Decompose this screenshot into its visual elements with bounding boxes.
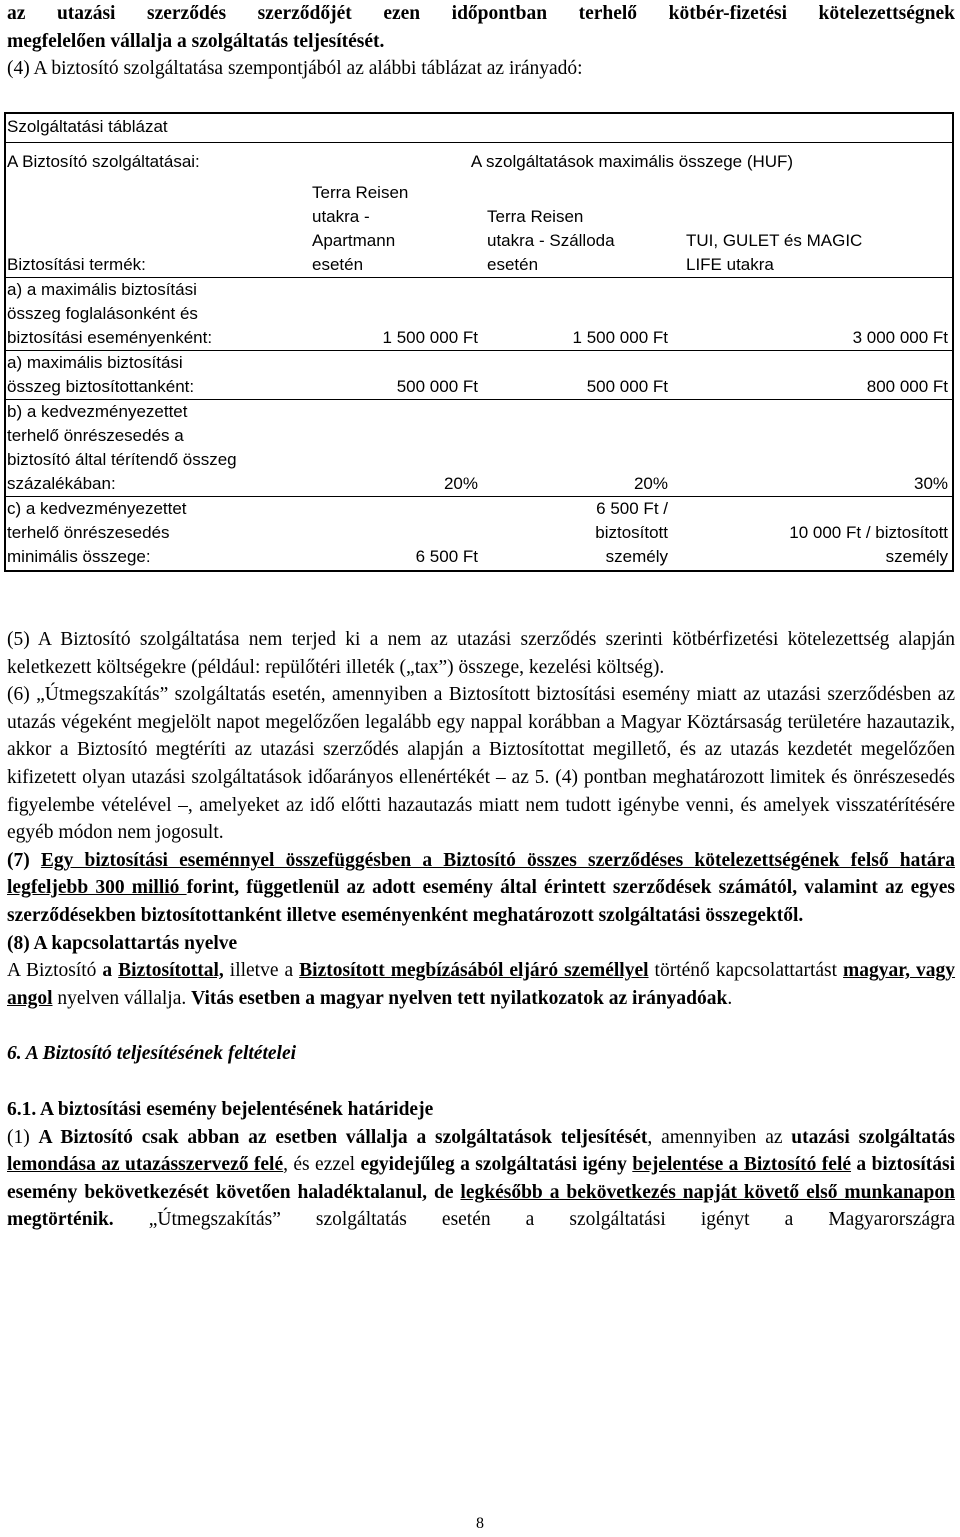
p61-bold-underlined: lemondása az utazásszervező felé [7,1154,284,1176]
row-value-line: biztosított [595,523,668,542]
col2-header-line: utakra - Szálloda [487,231,615,250]
p8-bold-underlined: magyar, vagy angol [7,960,956,1009]
row-label [4,400,309,497]
row-label [4,497,309,570]
services-label: A Biztosító szolgáltatásai: [4,143,309,182]
table-caption-row [4,112,954,143]
intro-line-2: megfelelően vállalja a szolgáltatás teljesítését. [7,30,385,52]
spacer [7,1012,955,1040]
row-label-line: összeg foglalásonként és [7,304,198,323]
body-text [7,626,955,1234]
row-label-line: biztosítási eseményenként: [7,328,213,347]
page-number: 8 [476,1515,484,1532]
col2-header-line: Terra Reisen [487,207,584,226]
row-label-line: a) maximális biztosítási [7,353,183,372]
spacer [7,1068,955,1096]
p61-bold: a biztosítási esemény bekövetkezését követően haladéktalanul, de [7,1154,955,1203]
p7-prefix: (7) [7,849,41,871]
row-value-col2: 500 000 Ft [484,351,674,400]
p61-text: , és ezzel [283,1154,361,1176]
col1-header [309,181,484,278]
row-value-col1: 20% [309,400,484,497]
col2-header-line: esetén [487,255,539,274]
heading-6-1: 6.1. A biztosítási esemény bejelentésének határideje [7,1098,434,1120]
p8-text: történő kapcsolattartást [648,960,844,982]
p8-text: . [727,987,733,1009]
row-value-col3 [674,497,954,570]
product-label: Biztosítási termék: [7,255,146,274]
table-caption: Szolgáltatási táblázat [7,117,168,136]
row-label-line: összeg biztosítottanként: [7,377,195,396]
p61-text: „Útmegszakítás” szolgáltatás esetén a szolgáltatási igényt a Magyarországra [113,1209,955,1231]
table-row [4,400,954,497]
p61-text: (1) [7,1126,39,1148]
table-row [4,497,954,570]
row-value-col3: 800 000 Ft [674,351,954,400]
p7-rest: forint, függetlenül az adott esemény által érintett szerződések számától, valamint az egyes szerződésekben biztosítottanként illetve eseményenként meghatározott szolgáltatási összegektől. [7,877,955,926]
p8-bold-underlined: Biztosított megbízásából eljáró személlyel [299,960,649,982]
table-row [4,351,954,400]
service-table [4,112,954,569]
p61-bold-underlined: bejelentése a Biztosító felé [632,1154,852,1176]
paragraph-6-1 [7,1124,955,1234]
p8-text: nyelven vállalja. [52,987,192,1009]
row-label-line: minimális összege: [7,547,151,566]
row-label-line: c) a kedvezményezettet [7,499,187,518]
intro-line-1: az utazási szerződés szerződőjét ezen időpontban terhelő kötbér-fizetési kötelezettségnek [7,3,955,24]
p61-bold: megtörténik. [7,1209,114,1231]
row-value-col1: 500 000 Ft [309,351,484,400]
p61-bold-underlined: legkésőbb a bekövetkezés napját követő első munkanapon [460,1181,955,1203]
row-value-line: személy [885,547,949,566]
paragraph-5: (5) A Biztosító szolgáltatása nem terjed ki a nem az utazási szerződés szerinti kötbérfizetési kötelezettség alapján keletkezett költségekre (például: repülőtéri illeték („tax”) összege, kezelési költség). [7,629,955,678]
intro-line-3: (4) A biztosító szolgáltatása szempontjából az alábbi táblázat az irányadó: [7,58,583,80]
row-label [4,278,309,351]
row-label-line: százalékában: [7,474,116,493]
col3-header-line: LIFE utakra [686,255,774,274]
p8-text: illetve a [223,960,300,982]
row-value-col1: 6 500 Ft [309,497,484,570]
col1-header-line: Apartmann [312,231,396,250]
p7-underlined: Egy biztosítási eseménnyel összefüggésben a Biztosító összes szerződéses kötelezettségének felső határa legfeljebb 300 millió [7,849,955,899]
paragraph-8 [7,957,955,1012]
p61-text: , amennyiben az [647,1126,792,1148]
intro-text [7,0,955,83]
row-label [4,351,309,400]
row-value-col2 [484,497,674,570]
table-header-row-2 [4,181,954,278]
row-label-line: a) a maximális biztosítási [7,280,197,299]
paragraph-6: (6) „Útmegszakítás” szolgáltatás esetén, amennyiben a Biztosított biztosítási esemény miatt az utazási szerződésben az utazás végeként megjelölt napot megelőzően legalább egy nappal korábban a Magyar Köztársaság területére hazautazik, akkor a Biztosító megtéríti az utazási szerződés alapján a Biztosítottat megillető, és az utazás kezdetét megelőzően kifizetett olyan utazási szolgáltatások időarányos ellenértékét – az 5. (4) pontban meghatározott limitek és önrészesedés figyelembe vételével –, amelyeket az idő előtti hazautazás miatt nem tudott igénybe venni, és amelyek visszatérítésére egyéb módon nem jogosult. [7,684,955,844]
p61-bold: egyidejűleg a szolgáltatási igény [360,1154,633,1176]
col3-header-line: TUI, GULET és MAGIC [686,231,863,250]
row-label-line: biztosító által térítendő összeg [7,450,237,469]
row-value-line: személy [605,547,668,566]
row-value-line: 6 500 Ft / [596,499,668,518]
p8-bold: Vitás esetben a magyar nyelven tett nyilatkozatok az irányadóak [191,987,728,1009]
table-header-row-1 [4,143,954,182]
row-label-line: b) a kedvezményezettet [7,402,188,421]
row-value-col3: 3 000 000 Ft [674,278,954,351]
row-value-col3: 30% [674,400,954,497]
p61-bold: A Biztosító csak abban az esetben vállalja a szolgáltatások teljesítését [38,1126,648,1148]
table-row [4,278,954,351]
max-amounts-header: A szolgáltatások maximális összege (HUF) [309,143,954,182]
row-value-col2: 20% [484,400,674,497]
col3-header [674,181,954,278]
col1-header-line: utakra - [312,207,370,226]
p8-text: A Biztosító [7,960,103,982]
col2-header [484,181,674,278]
col1-header-line: esetén [312,255,364,274]
section-6-heading: 6. A Biztosító teljesítésének feltételei [7,1043,297,1065]
p8-bold-underlined: Biztosítottal, [118,960,224,982]
row-label-line: terhelő önrészesedés a [7,426,184,445]
row-value-col1: 1 500 000 Ft [309,278,484,351]
p61-bold: utazási szolgáltatás [791,1126,955,1148]
p8-bold: a [102,960,113,982]
row-value-line: 10 000 Ft / biztosított [789,523,949,542]
col1-header-line: Terra Reisen [312,183,409,202]
paragraph-7 [7,847,955,930]
row-value-col2: 1 500 000 Ft [484,278,674,351]
row-label-line: terhelő önrészesedés [7,523,170,542]
heading-8: (8) A kapcsolattartás nyelve [7,932,238,954]
